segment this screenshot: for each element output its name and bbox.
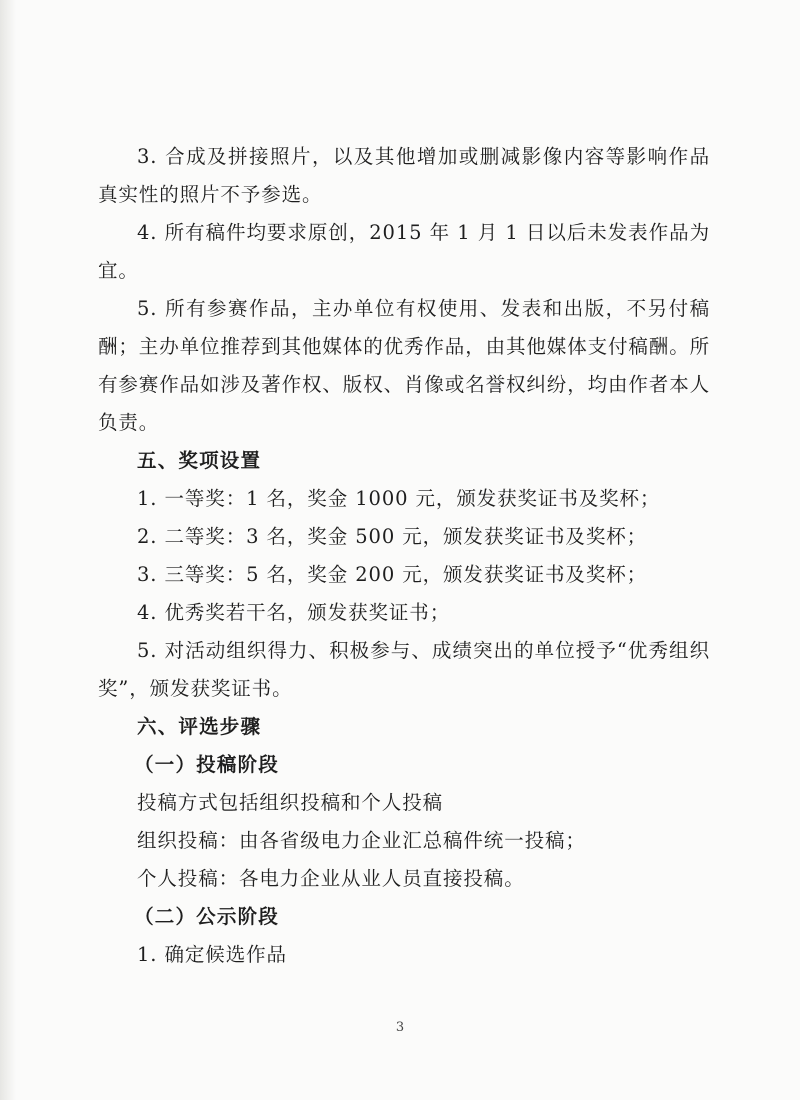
paragraph-5: 5. 所有参赛作品，主办单位有权使用、发表和出版，不另付稿酬；主办单位推荐到其他媒体的优秀作品，由其他媒体支付稿酬。所有参赛作品如涉及著作权、版权、肖像或名誉权纠纷，均由作者本人负责。 (98, 297, 711, 434)
scan-edge-shadow (0, 0, 16, 1100)
paragraph-4: 4. 所有稿件均要求原创，2015 年 1 月 1 日以后未发表作品为宜。 (98, 221, 710, 282)
subsection-publicity-heading: （二）公示阶段 (134, 905, 279, 928)
paragraph-3: 3. 合成及拼接照片，以及其他增加或删减影像内容等影响作品真实性的照片不予参选。 (98, 145, 710, 206)
submission-line-3: 个人投稿：各电力企业从业人员直接投稿。 (137, 867, 525, 890)
submission-line-1: 投稿方式包括组织投稿和个人投稿 (137, 791, 444, 814)
award-item-1: 1. 一等奖：1 名，奖金 1000 元，颁发获奖证书及奖杯； (137, 487, 661, 510)
section-five-heading: 五、奖项设置 (137, 449, 262, 472)
award-item-4: 4. 优秀奖若干名，颁发获奖证书； (137, 601, 451, 624)
section-six-heading: 六、评选步骤 (137, 715, 262, 738)
subsection-submission-heading: （一）投稿阶段 (134, 753, 279, 776)
award-item-5: 5. 对活动组织得力、积极参与、成绩突出的单位授予“优秀组织奖”，颁发获奖证书。 (98, 639, 710, 700)
award-item-3: 3. 三等奖：5 名，奖金 200 元，颁发获奖证书及奖杯； (137, 563, 648, 586)
submission-line-2: 组织投稿：由各省级电力企业汇总稿件统一投稿； (137, 829, 586, 852)
publicity-line-1: 1. 确定候选作品 (137, 943, 287, 966)
page-number: 3 (395, 1020, 405, 1035)
page-content (98, 138, 710, 974)
award-item-2: 2. 二等奖：3 名，奖金 500 元，颁发获奖证书及奖杯； (137, 525, 648, 548)
